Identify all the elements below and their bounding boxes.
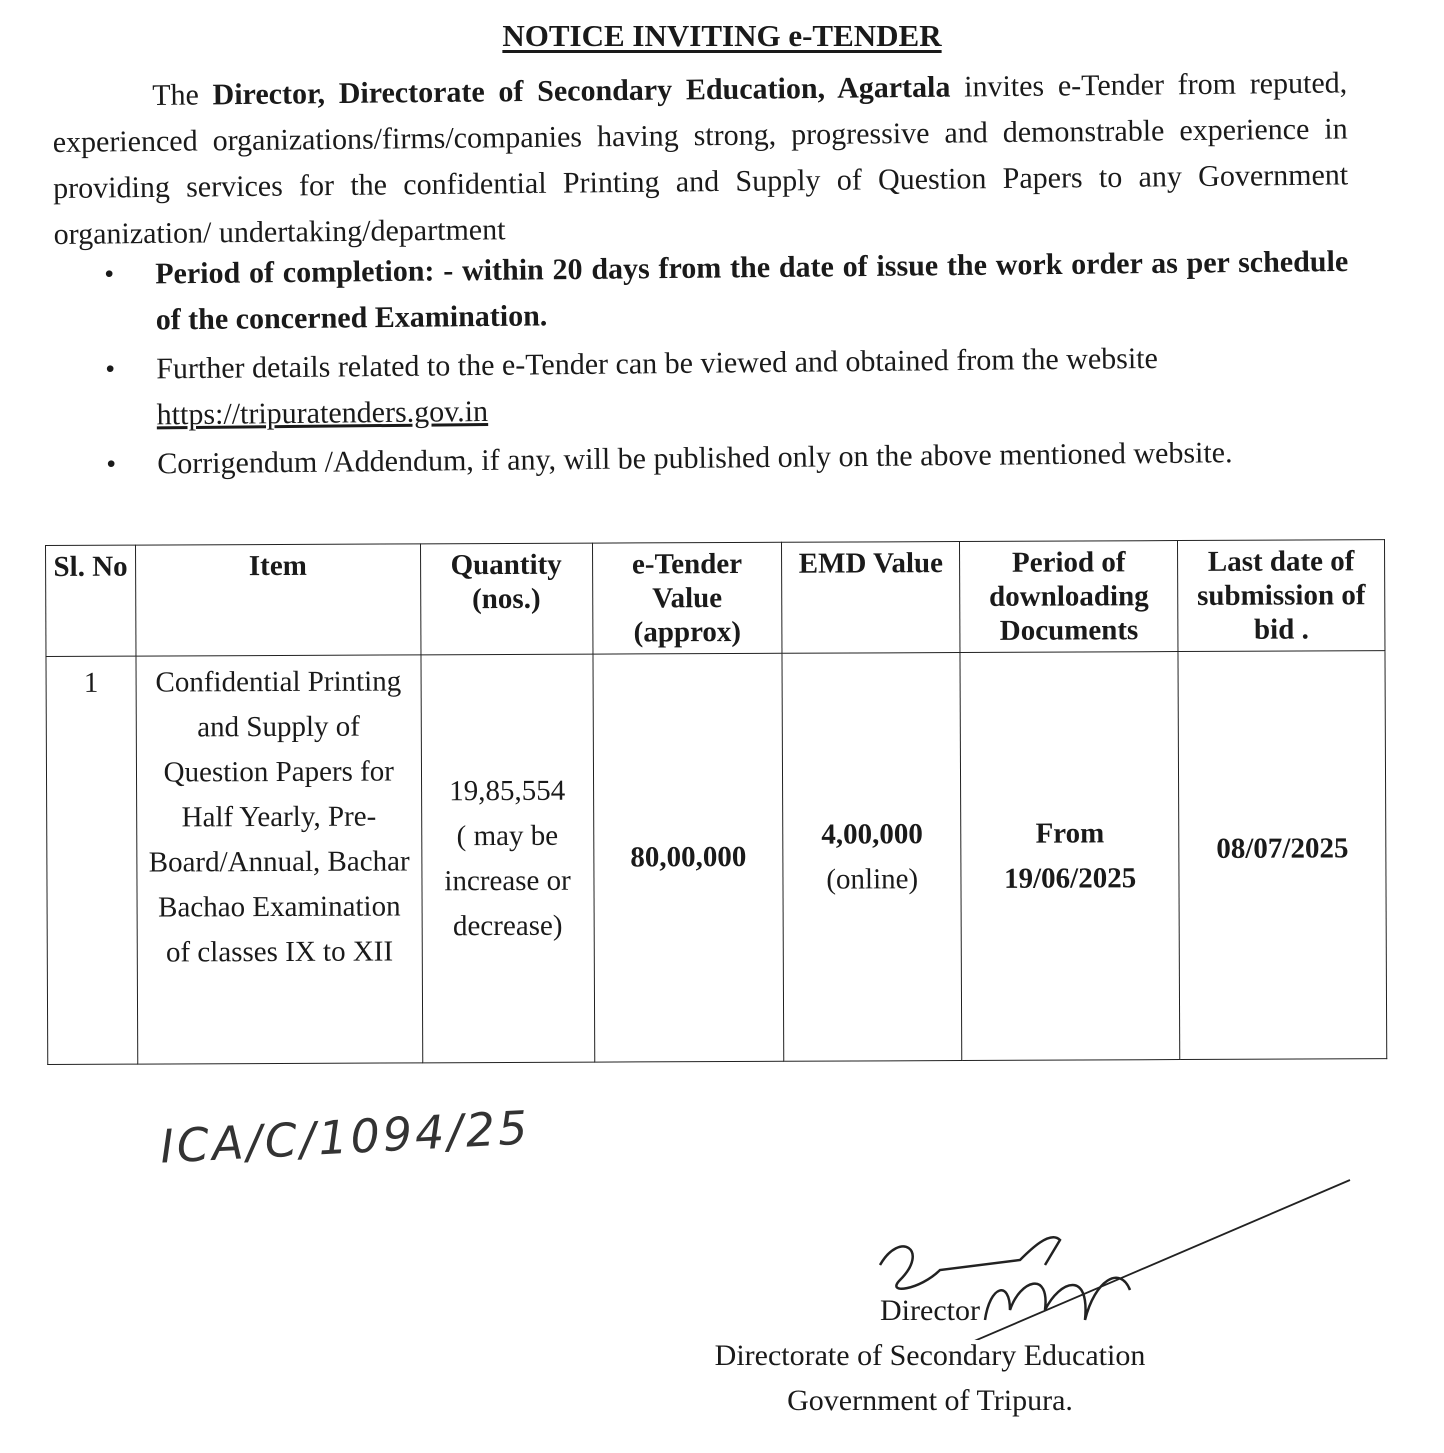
cell-tender-value: 80,00,000 xyxy=(593,653,785,1062)
header-sl: Sl. No xyxy=(46,545,136,656)
tender-table xyxy=(45,539,1387,1065)
header-download-period: Period of downloading Documents xyxy=(960,541,1178,653)
signatory-government: Government of Tripura. xyxy=(787,1384,1073,1417)
point-details xyxy=(101,334,1350,439)
intro-authority: Director, Directorate of Secondary Education, Agartala xyxy=(212,70,951,112)
cell-emd-value xyxy=(782,653,962,1062)
quantity-number: 19,85,554 xyxy=(449,774,566,807)
intro-rest: invites e-Tender from reputed, experienced organizations/firms/companies having strong, progressive and demonstrable experience in providing services for the confidential Printing and Supply of Question Papers to any Government organization/ undertaking/department xyxy=(52,66,1349,251)
cell-quantity xyxy=(421,654,595,1063)
emd-mode: (online) xyxy=(826,862,919,896)
signature-block xyxy=(600,1288,1260,1423)
table-header-row xyxy=(46,540,1385,657)
point-completion xyxy=(100,239,1349,344)
cell-last-date: 08/07/2025 xyxy=(1178,651,1387,1060)
cell-item: Confidential Printing and Supply of Question Papers for Half Yearly, Pre-Board/Annual, Bachar Bachao Examination of classes IX to XII xyxy=(136,655,423,1064)
intro-lead: The xyxy=(152,78,200,112)
header-tender-value: e-Tender Value (approx) xyxy=(592,542,782,654)
notice-points xyxy=(100,239,1350,491)
signatory-designation: Director xyxy=(880,1294,980,1327)
download-from: From xyxy=(1035,816,1105,850)
website-link[interactable]: https://tripuratenders.gov.in xyxy=(156,394,489,432)
header-last-date: Last date of submission of bid . xyxy=(1178,540,1385,652)
quantity-note: ( may be increase or decrease) xyxy=(444,819,571,942)
cell-download-period xyxy=(960,652,1180,1061)
point-corrigendum-text: Corrigendum /Addendum, if any, will be published only on the above mentioned website. xyxy=(157,436,1233,481)
header-item: Item xyxy=(135,544,420,656)
notice-title: NOTICE INVITING e-TENDER xyxy=(502,18,942,53)
point-completion-text: Period of completion: - within 20 days from the date of issue the work order as per schedule of the concerned Examination. xyxy=(155,244,1349,337)
handwritten-reference: ICA/C/1094/25 xyxy=(158,1100,532,1174)
table-row xyxy=(46,651,1387,1065)
signatory-office: Directorate of Secondary Education xyxy=(714,1339,1146,1372)
point-details-text: Further details related to the e-Tender can be viewed and obtained from the website xyxy=(156,341,1159,386)
header-emd-value: EMD Value xyxy=(782,542,960,654)
intro-paragraph xyxy=(52,60,1349,258)
point-corrigendum xyxy=(102,429,1350,488)
emd-amount: 4,00,000 xyxy=(821,817,923,851)
cell-sl: 1 xyxy=(46,656,138,1064)
download-date: 19/06/2025 xyxy=(1003,861,1137,895)
header-quantity: Quantity (nos.) xyxy=(420,543,592,655)
